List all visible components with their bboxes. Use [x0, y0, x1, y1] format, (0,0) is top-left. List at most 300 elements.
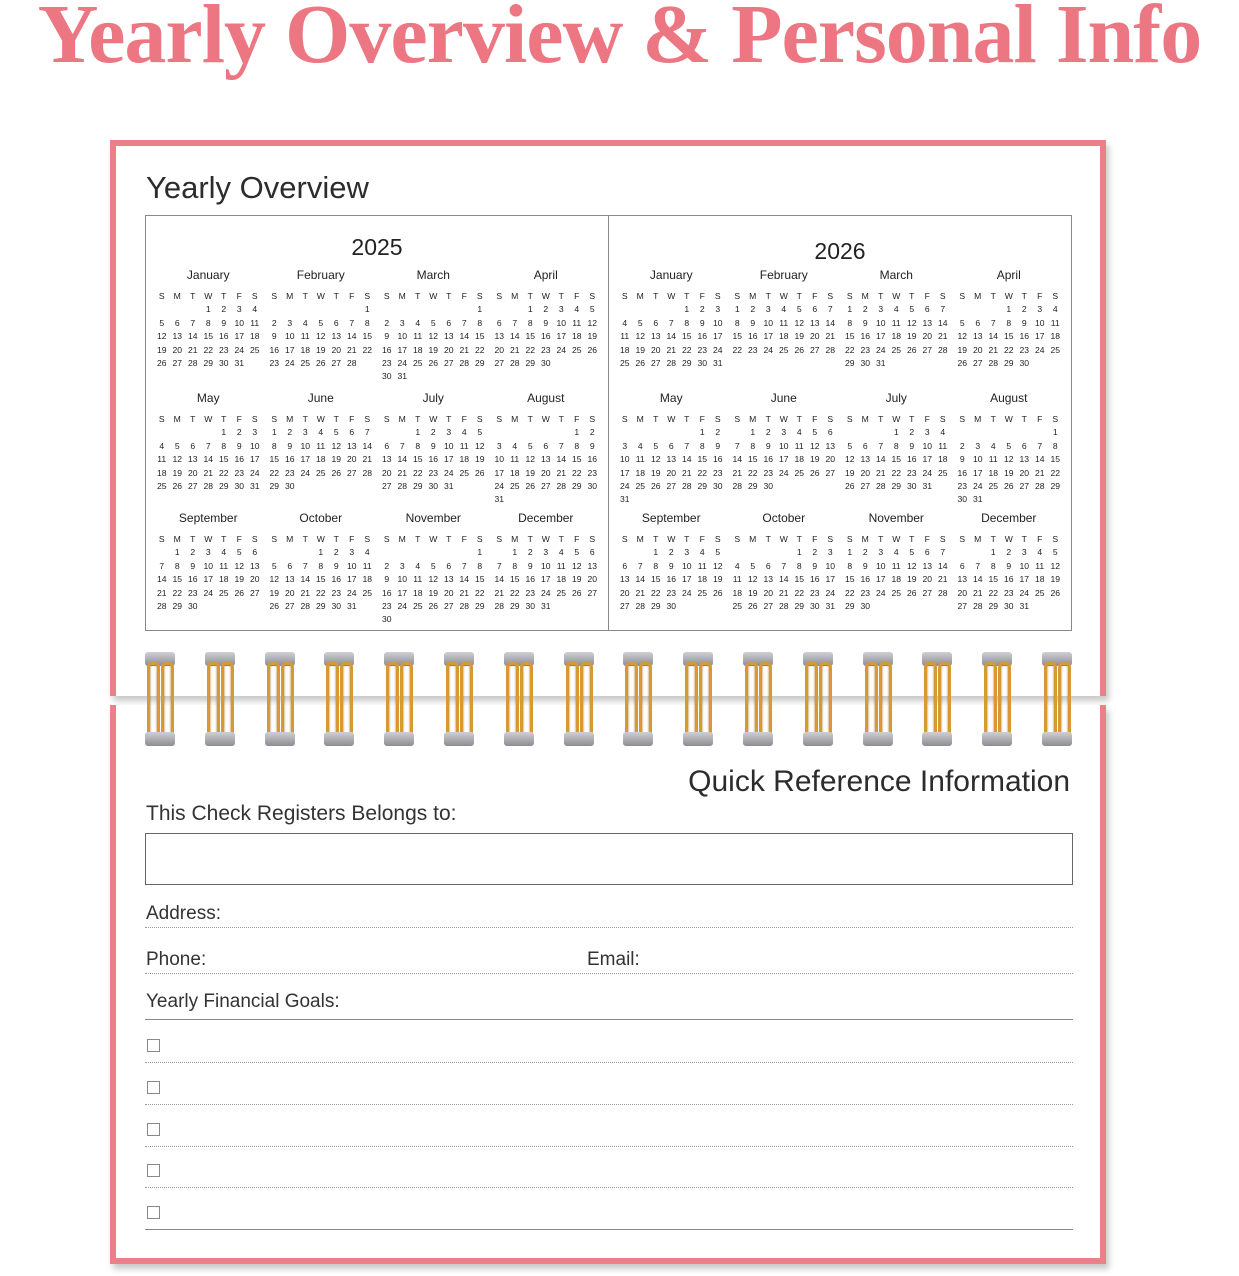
day-number: 18 [156, 467, 167, 478]
owner-name-field[interactable] [145, 833, 1073, 885]
day-number: 18 [315, 454, 326, 465]
day-number: 24 [397, 601, 408, 612]
weekday-label: M [173, 414, 181, 424]
weekday-label: W [204, 414, 213, 424]
day-number: 29 [571, 481, 582, 492]
weekday-label: W [541, 414, 550, 424]
weekday-label: S [496, 414, 503, 424]
weekday-label: F [812, 414, 818, 424]
day-number: 17 [249, 454, 260, 465]
day-number: 23 [860, 587, 871, 598]
day-number: 23 [809, 587, 820, 598]
day-number: 16 [587, 454, 598, 465]
weekday-label: F [1037, 414, 1043, 424]
weekday-label: S [734, 534, 741, 544]
day-number: 2 [236, 427, 242, 438]
weekday-label: T [990, 291, 996, 301]
day-number: 31 [1019, 601, 1030, 612]
day-number: 20 [1019, 467, 1030, 478]
weekday-label: S [621, 291, 628, 301]
day-number: 11 [556, 560, 566, 571]
day-number: 3 [287, 317, 293, 328]
day-number: 15 [203, 331, 214, 342]
day-number: 19 [525, 467, 536, 478]
day-number: 13 [187, 454, 198, 465]
day-number: 24 [556, 344, 567, 355]
day-number: 31 [397, 371, 408, 382]
day-number: 10 [234, 317, 245, 328]
goal-line[interactable] [145, 1104, 1073, 1105]
weekday-label: T [796, 534, 802, 544]
day-number: 13 [922, 317, 933, 328]
day-number: 26 [234, 587, 245, 598]
weekday-label: T [1021, 534, 1027, 544]
day-number: 8 [205, 317, 211, 328]
day-grid [265, 533, 378, 613]
day-number: 21 [681, 467, 692, 478]
day-number: 24 [203, 587, 214, 598]
day-number: 12 [635, 331, 646, 342]
day-number: 29 [1050, 481, 1061, 492]
day-number: 16 [381, 587, 392, 598]
day-number: 20 [666, 467, 677, 478]
day-number: 22 [474, 344, 485, 355]
day-number: 17 [556, 331, 567, 342]
day-number: 10 [922, 440, 933, 451]
day-number: 26 [269, 601, 280, 612]
day-number: 19 [1050, 574, 1061, 585]
weekday-label: T [415, 414, 421, 424]
email-label: Email: [587, 949, 640, 970]
day-number: 27 [809, 344, 820, 355]
day-number: 6 [446, 560, 452, 571]
day-number: 12 [587, 317, 598, 328]
weekday-label: T [527, 291, 533, 301]
day-number: 20 [587, 574, 598, 585]
day-number: 17 [922, 454, 933, 465]
day-number: 2 [909, 427, 915, 438]
day-number: 13 [763, 574, 774, 585]
day-number: 11 [635, 454, 645, 465]
day-number: 17 [540, 574, 551, 585]
day-number: 15 [1050, 454, 1061, 465]
goal-line[interactable] [145, 1187, 1073, 1188]
weekday-label: M [861, 534, 869, 544]
day-number: 19 [794, 331, 805, 342]
weekday-label: T [190, 291, 196, 301]
day-number: 30 [1003, 601, 1014, 612]
day-number: 30 [1019, 358, 1030, 369]
spiral-coil [144, 648, 176, 748]
day-grid [265, 290, 378, 370]
day-number: 17 [234, 331, 245, 342]
day-number: 26 [1003, 481, 1014, 492]
day-number: 13 [666, 454, 677, 465]
day-number: 5 [574, 547, 580, 558]
day-number: 17 [397, 587, 408, 598]
day-number: 4 [940, 427, 946, 438]
month-name: October [299, 511, 343, 525]
day-number: 27 [346, 467, 357, 478]
day-number: 2 [699, 304, 705, 315]
goal-checkbox[interactable] [147, 1206, 160, 1219]
day-grid [728, 413, 841, 493]
day-number: 3 [622, 440, 628, 451]
day-number: 3 [765, 304, 771, 315]
empty-day [986, 426, 1002, 439]
weekday-label: T [653, 534, 659, 544]
day-number: 7 [668, 317, 674, 328]
empty-day [329, 303, 345, 316]
weekday-label: M [398, 534, 406, 544]
day-number: 3 [715, 304, 721, 315]
day-number: 17 [763, 331, 774, 342]
day-number: 25 [509, 481, 520, 492]
day-number: 18 [218, 574, 229, 585]
empty-day [730, 426, 746, 439]
address-line[interactable] [145, 927, 1073, 928]
day-number: 19 [172, 467, 183, 478]
weekday-label: T [684, 534, 690, 544]
day-number: 22 [844, 587, 855, 598]
day-number: 14 [937, 560, 948, 571]
day-number: 23 [666, 587, 677, 598]
weekday-label: M [974, 291, 982, 301]
day-number: 1 [512, 547, 518, 558]
goal-checkbox[interactable] [147, 1164, 160, 1177]
day-number: 29 [203, 358, 214, 369]
month-name: February [296, 268, 345, 282]
day-number: 2 [1006, 547, 1012, 558]
day-number: 11 [732, 574, 742, 585]
day-number: 14 [825, 317, 836, 328]
day-number: 12 [234, 560, 245, 571]
weekday-label: F [574, 534, 580, 544]
day-number: 14 [635, 574, 646, 585]
day-number: 17 [778, 454, 789, 465]
day-number: 29 [794, 601, 805, 612]
day-number: 4 [364, 547, 370, 558]
day-number: 5 [430, 560, 436, 571]
empty-day [410, 546, 426, 559]
day-number: 27 [443, 601, 454, 612]
day-number: 17 [972, 467, 983, 478]
weekday-label: F [349, 291, 355, 301]
goal-checkbox[interactable] [147, 1081, 160, 1094]
empty-day [873, 426, 889, 439]
day-number: 6 [975, 317, 981, 328]
day-number: 26 [957, 358, 968, 369]
day-number: 20 [763, 587, 774, 598]
weekday-label: S [271, 534, 278, 544]
goal-checkbox[interactable] [147, 1039, 160, 1052]
empty-day [633, 303, 649, 316]
day-number: 7 [461, 560, 467, 571]
day-number: 25 [1050, 344, 1061, 355]
day-number: 5 [750, 560, 756, 571]
day-number: 14 [187, 331, 198, 342]
day-number: 20 [957, 587, 968, 598]
day-number: 19 [650, 467, 661, 478]
weekday-label: W [667, 291, 676, 301]
day-number: 25 [156, 481, 167, 492]
day-number: 10 [556, 317, 567, 328]
day-number: 10 [494, 454, 505, 465]
day-number: 27 [587, 587, 598, 598]
month-name: October [762, 511, 806, 525]
day-number: 3 [975, 440, 981, 451]
day-number: 6 [812, 304, 818, 315]
day-number: 21 [937, 574, 948, 585]
day-number: 25 [412, 601, 423, 612]
day-number: 19 [635, 344, 646, 355]
day-number: 31 [234, 358, 245, 369]
day-number: 16 [381, 344, 392, 355]
address-label: Address: [146, 903, 221, 924]
day-number: 8 [364, 317, 370, 328]
weekday-label: W [204, 534, 213, 544]
day-number: 29 [315, 601, 326, 612]
weekday-label: F [924, 291, 930, 301]
empty-day [267, 546, 283, 559]
day-number: 6 [190, 440, 196, 451]
day-number: 24 [1034, 344, 1045, 355]
day-number: 27 [972, 358, 983, 369]
weekday-label: F [461, 291, 467, 301]
day-number: 1 [527, 304, 533, 315]
day-number: 19 [906, 574, 917, 585]
day-number: 15 [650, 574, 661, 585]
day-number: 28 [825, 344, 836, 355]
day-number: 3 [781, 427, 787, 438]
day-number: 8 [750, 440, 756, 451]
day-number: 16 [187, 574, 198, 585]
weekday-label: S [589, 534, 596, 544]
day-number: 23 [712, 467, 723, 478]
month-calendar [728, 268, 841, 391]
empty-day [745, 546, 761, 559]
day-number: 22 [681, 344, 692, 355]
day-number: 23 [957, 481, 968, 492]
day-number: 7 [496, 560, 502, 571]
empty-day [648, 426, 664, 439]
day-number: 13 [650, 331, 661, 342]
day-number: 19 [428, 587, 439, 598]
day-number: 13 [619, 574, 630, 585]
day-number: 25 [891, 344, 902, 355]
day-number: 7 [399, 440, 405, 451]
empty-day [679, 426, 695, 439]
day-number: 14 [494, 574, 505, 585]
day-number: 6 [174, 317, 180, 328]
day-number: 21 [635, 587, 646, 598]
goal-checkbox[interactable] [147, 1123, 160, 1136]
weekday-label: T [302, 534, 308, 544]
spiral-coil [921, 648, 953, 748]
day-number: 23 [331, 587, 342, 598]
day-number: 26 [809, 467, 820, 478]
weekday-label: F [699, 414, 705, 424]
weekday-label: M [636, 414, 644, 424]
day-number: 1 [318, 547, 324, 558]
day-number: 27 [331, 358, 342, 369]
goal-line[interactable] [145, 1229, 1073, 1230]
month-calendar [840, 268, 953, 391]
day-number: 25 [778, 344, 789, 355]
day-number: 16 [269, 344, 280, 355]
day-number: 7 [827, 304, 833, 315]
day-number: 27 [650, 358, 661, 369]
day-number: 30 [187, 601, 198, 612]
day-number: 21 [459, 344, 470, 355]
day-number: 6 [924, 304, 930, 315]
day-grid [152, 413, 265, 493]
day-number: 4 [221, 547, 227, 558]
day-number: 29 [681, 358, 692, 369]
weekday-label: T [221, 414, 227, 424]
day-number: 9 [384, 574, 390, 585]
weekday-label: W [892, 291, 901, 301]
day-number: 9 [765, 440, 771, 451]
day-number: 11 [316, 440, 326, 451]
day-number: 20 [922, 574, 933, 585]
day-number: 25 [732, 601, 743, 612]
day-number: 13 [922, 560, 933, 571]
day-number: 21 [1034, 467, 1045, 478]
weekday-label: S [621, 414, 628, 424]
day-number: 5 [847, 440, 853, 451]
day-number: 27 [922, 587, 933, 598]
day-number: 26 [331, 467, 342, 478]
day-number: 17 [300, 454, 311, 465]
day-number: 18 [635, 467, 646, 478]
day-number: 22 [218, 467, 229, 478]
day-number: 14 [362, 440, 373, 451]
weekday-label: F [236, 534, 242, 544]
month-calendar [152, 268, 265, 391]
day-number: 14 [300, 574, 311, 585]
day-number: 7 [940, 547, 946, 558]
day-number: 14 [732, 454, 743, 465]
day-number: 15 [732, 331, 743, 342]
day-number: 25 [619, 358, 630, 369]
day-number: 20 [187, 467, 198, 478]
spiral-coil [981, 648, 1013, 748]
weekday-label: M [398, 414, 406, 424]
day-number: 2 [221, 304, 227, 315]
weekday-label: T [990, 414, 996, 424]
weekday-label: W [541, 291, 550, 301]
day-number: 19 [906, 331, 917, 342]
day-number: 7 [684, 440, 690, 451]
day-number: 15 [218, 454, 229, 465]
weekday-label: S [827, 534, 834, 544]
spiral-coil [204, 648, 236, 748]
day-number: 1 [893, 427, 899, 438]
day-number: 4 [622, 317, 628, 328]
weekday-label: T [909, 291, 915, 301]
day-number: 19 [1003, 467, 1014, 478]
phone-email-line[interactable] [145, 973, 1073, 974]
day-number: 24 [763, 344, 774, 355]
spiral-coil [682, 648, 714, 748]
day-number: 12 [1050, 560, 1061, 571]
day-number: 16 [331, 574, 342, 585]
day-number: 8 [415, 440, 421, 451]
empty-day [441, 303, 457, 316]
weekday-label: M [749, 534, 757, 544]
day-number: 8 [684, 317, 690, 328]
weekday-label: F [461, 534, 467, 544]
day-number: 7 [878, 440, 884, 451]
weekday-label: W [429, 414, 438, 424]
day-number: 2 [812, 547, 818, 558]
goals-label: Yearly Financial Goals: [146, 991, 340, 1012]
day-number: 30 [906, 481, 917, 492]
day-number: 31 [443, 481, 454, 492]
day-number: 29 [844, 601, 855, 612]
day-number: 5 [637, 317, 643, 328]
month-calendar [728, 511, 841, 631]
day-number: 18 [556, 574, 567, 585]
day-number: 17 [825, 574, 836, 585]
day-number: 13 [172, 331, 183, 342]
day-number: 5 [589, 304, 595, 315]
empty-day [842, 426, 858, 439]
weekday-label: T [415, 534, 421, 544]
day-number: 28 [459, 358, 470, 369]
day-number: 9 [909, 440, 915, 451]
day-number: 18 [1034, 574, 1045, 585]
day-number: 12 [172, 454, 183, 465]
day-number: 8 [1006, 317, 1012, 328]
day-number: 15 [362, 331, 373, 342]
day-number: 29 [1003, 358, 1014, 369]
day-number: 13 [443, 331, 454, 342]
empty-day [970, 426, 986, 439]
day-number: 30 [525, 601, 536, 612]
month-name: January [186, 268, 230, 282]
day-number: 9 [812, 560, 818, 571]
day-number: 28 [635, 601, 646, 612]
day-number: 10 [397, 331, 408, 342]
day-number: 16 [234, 454, 245, 465]
weekday-label: T [990, 534, 996, 544]
goal-line[interactable] [145, 1062, 1073, 1063]
day-number: 27 [381, 481, 392, 492]
day-number: 31 [712, 358, 723, 369]
day-number: 15 [844, 574, 855, 585]
weekday-label: W [779, 534, 788, 544]
empty-day [379, 303, 395, 316]
day-number: 12 [906, 560, 917, 571]
empty-day [617, 426, 633, 439]
weekday-label: T [190, 414, 196, 424]
goal-line[interactable] [145, 1146, 1073, 1147]
day-number: 20 [540, 467, 551, 478]
day-number: 13 [1019, 454, 1030, 465]
day-number: 31 [825, 601, 836, 612]
month-calendar [728, 391, 841, 511]
weekday-label: T [446, 291, 452, 301]
day-number: 26 [172, 481, 183, 492]
day-number: 30 [712, 481, 723, 492]
day-number: 13 [860, 454, 871, 465]
day-number: 27 [619, 601, 630, 612]
day-number: 2 [1021, 304, 1027, 315]
day-number: 4 [159, 440, 165, 451]
day-number: 23 [747, 344, 758, 355]
